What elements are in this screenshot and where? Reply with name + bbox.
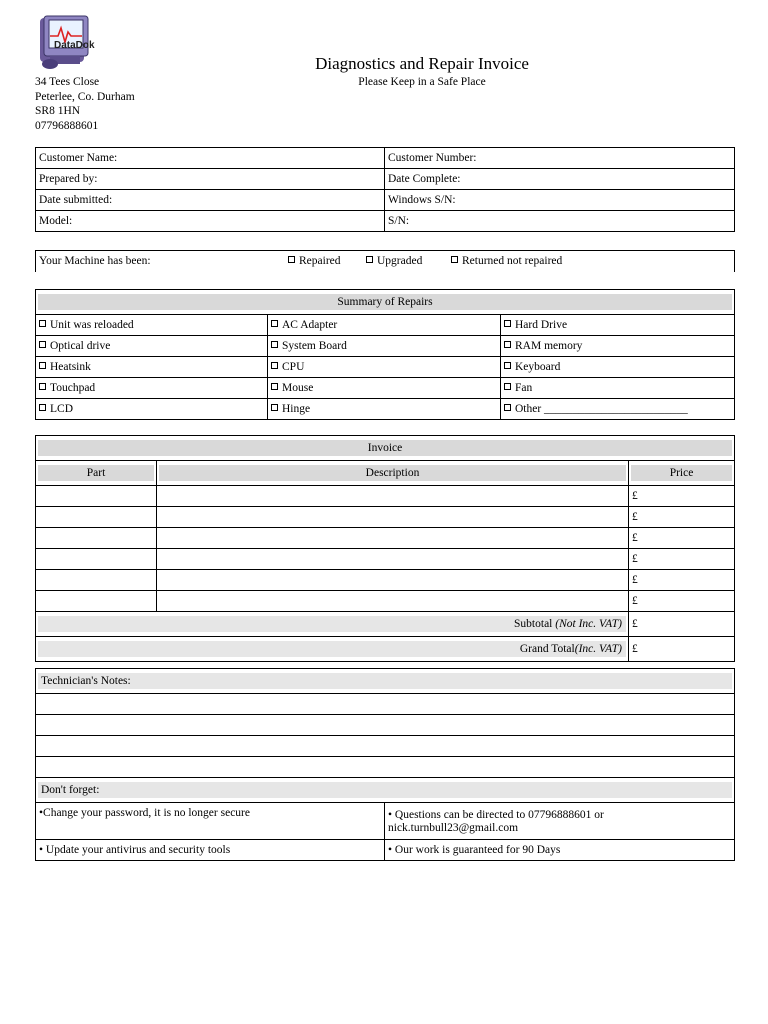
reminder-item: • Our work is guaranteed for 90 Days [385, 840, 735, 861]
repair-item[interactable]: CPU [268, 357, 501, 378]
table-row [36, 399, 735, 420]
invoice-header-row [36, 461, 735, 486]
part-cell[interactable] [36, 486, 157, 507]
notes-input[interactable] [36, 757, 735, 778]
reminder-item: • Update your antivirus and security tools [36, 840, 385, 861]
description-cell[interactable] [157, 507, 629, 528]
address-line: 34 Tees Close [35, 76, 100, 88]
reminder-item: • Questions can be directed to 07796888601 or nick.turnbull23@gmail.com [385, 803, 735, 840]
table-row [36, 591, 735, 612]
column-header-price: Price [631, 465, 732, 481]
price-cell[interactable]: £ [629, 570, 735, 591]
checkbox-icon[interactable] [39, 362, 46, 369]
table-row [36, 148, 735, 169]
notes-line [36, 715, 735, 736]
document-title: Diagnostics and Repair Invoice [315, 54, 529, 73]
model-field[interactable]: Model: [36, 211, 385, 232]
table-row [36, 570, 735, 591]
grand-total-label: Grand Total(Inc. VAT) [38, 641, 626, 657]
repair-item[interactable]: Hard Drive [501, 315, 735, 336]
repair-item[interactable]: Hinge [268, 399, 501, 420]
column-header-part: Part [38, 465, 154, 481]
date-complete-field[interactable]: Date Complete: [385, 169, 735, 190]
table-row [36, 169, 735, 190]
checkbox-icon[interactable] [451, 256, 458, 263]
logo-text: DataDok [54, 40, 95, 51]
notes-input[interactable] [36, 694, 735, 715]
checkbox-icon[interactable] [366, 256, 373, 263]
table-row [36, 315, 735, 336]
subtotal-row [36, 612, 735, 637]
repair-item[interactable]: Optical drive [36, 336, 268, 357]
document-subtitle: Please Keep in a Safe Place [358, 76, 486, 88]
notes-input[interactable] [36, 715, 735, 736]
repairs-summary-table [35, 289, 735, 420]
table-row [36, 486, 735, 507]
grand-total-row [36, 637, 735, 662]
checkbox-icon[interactable] [504, 404, 511, 411]
price-cell[interactable]: £ [629, 507, 735, 528]
checkbox-icon[interactable] [271, 341, 278, 348]
option-repaired[interactable]: Repaired [288, 255, 341, 267]
repair-item[interactable]: RAM memory [501, 336, 735, 357]
technician-notes-title: Technician's Notes: [38, 673, 732, 689]
table-row [36, 528, 735, 549]
reminders-title: Don't forget: [38, 782, 732, 798]
table-row [36, 840, 735, 861]
subtotal-label: Subtotal (Not Inc. VAT) [38, 616, 626, 632]
customer-name-field[interactable]: Customer Name: [36, 148, 385, 169]
notes-line [36, 736, 735, 757]
repair-item[interactable]: Other _________________________ [501, 399, 735, 420]
table-row [36, 190, 735, 211]
checkbox-icon[interactable] [39, 320, 46, 327]
column-header-description: Description [159, 465, 626, 481]
notes-input[interactable] [36, 736, 735, 757]
price-cell[interactable]: £ [629, 591, 735, 612]
repair-item[interactable]: AC Adapter [268, 315, 501, 336]
checkbox-icon[interactable] [39, 341, 46, 348]
part-cell[interactable] [36, 549, 157, 570]
checkbox-icon[interactable] [288, 256, 295, 263]
checkbox-icon[interactable] [271, 383, 278, 390]
option-returned-not-repaired[interactable]: Returned not repaired [451, 255, 562, 267]
repairs-summary-title: Summary of Repairs [38, 294, 732, 310]
price-cell[interactable]: £ [629, 528, 735, 549]
checkbox-icon[interactable] [504, 362, 511, 369]
notes-line [36, 694, 735, 715]
repair-item[interactable]: System Board [268, 336, 501, 357]
table-row [36, 507, 735, 528]
sn-field[interactable]: S/N: [385, 211, 735, 232]
reminder-item: •Change your password, it is no longer secure [36, 803, 385, 840]
company-address [35, 75, 135, 133]
description-cell[interactable] [157, 486, 629, 507]
grand-total-value[interactable]: £ [629, 637, 735, 662]
table-row [36, 336, 735, 357]
part-cell[interactable] [36, 570, 157, 591]
part-cell[interactable] [36, 528, 157, 549]
datadok-logo [36, 14, 108, 72]
repair-item[interactable]: Heatsink [36, 357, 268, 378]
customer-number-field[interactable]: Customer Number: [385, 148, 735, 169]
machine-status-row [35, 250, 735, 272]
technician-notes-table [35, 668, 735, 861]
notes-line [36, 757, 735, 778]
part-cell[interactable] [36, 507, 157, 528]
checkbox-icon[interactable] [271, 362, 278, 369]
price-cell[interactable]: £ [629, 549, 735, 570]
checkbox-icon[interactable] [504, 383, 511, 390]
description-cell[interactable] [157, 549, 629, 570]
table-row [36, 211, 735, 232]
repair-item[interactable]: Keyboard [501, 357, 735, 378]
checkbox-icon[interactable] [271, 320, 278, 327]
machine-status-label: Your Machine has been: [39, 255, 151, 267]
checkbox-icon[interactable] [504, 341, 511, 348]
address-phone: 07796888601 [35, 119, 99, 132]
price-cell[interactable]: £ [629, 486, 735, 507]
repair-item[interactable]: Touchpad [36, 378, 268, 399]
checkbox-icon[interactable] [39, 383, 46, 390]
windows-sn-field[interactable]: Windows S/N: [385, 190, 735, 211]
invoice-title: Invoice [38, 440, 732, 456]
repair-item[interactable]: LCD [36, 399, 268, 420]
subtotal-value[interactable]: £ [629, 612, 735, 637]
date-submitted-field[interactable]: Date submitted: [36, 190, 385, 211]
description-cell[interactable] [157, 591, 629, 612]
checkbox-icon[interactable] [39, 404, 46, 411]
address-line: SR8 1HN [35, 105, 81, 117]
prepared-by-field[interactable]: Prepared by: [36, 169, 385, 190]
table-row [36, 378, 735, 399]
description-cell[interactable] [157, 528, 629, 549]
checkbox-icon[interactable] [504, 320, 511, 327]
table-row [36, 803, 735, 840]
table-row [36, 549, 735, 570]
repair-item[interactable]: Fan [501, 378, 735, 399]
address-line: Peterlee, Co. Durham [35, 90, 135, 103]
option-upgraded[interactable]: Upgraded [366, 255, 422, 267]
customer-details-table [35, 147, 735, 232]
invoice-table [35, 435, 735, 662]
repair-item[interactable]: Unit was reloaded [36, 315, 268, 336]
table-row [36, 357, 735, 378]
repair-item[interactable]: Mouse [268, 378, 501, 399]
part-cell[interactable] [36, 591, 157, 612]
checkbox-icon[interactable] [271, 404, 278, 411]
description-cell[interactable] [157, 570, 629, 591]
